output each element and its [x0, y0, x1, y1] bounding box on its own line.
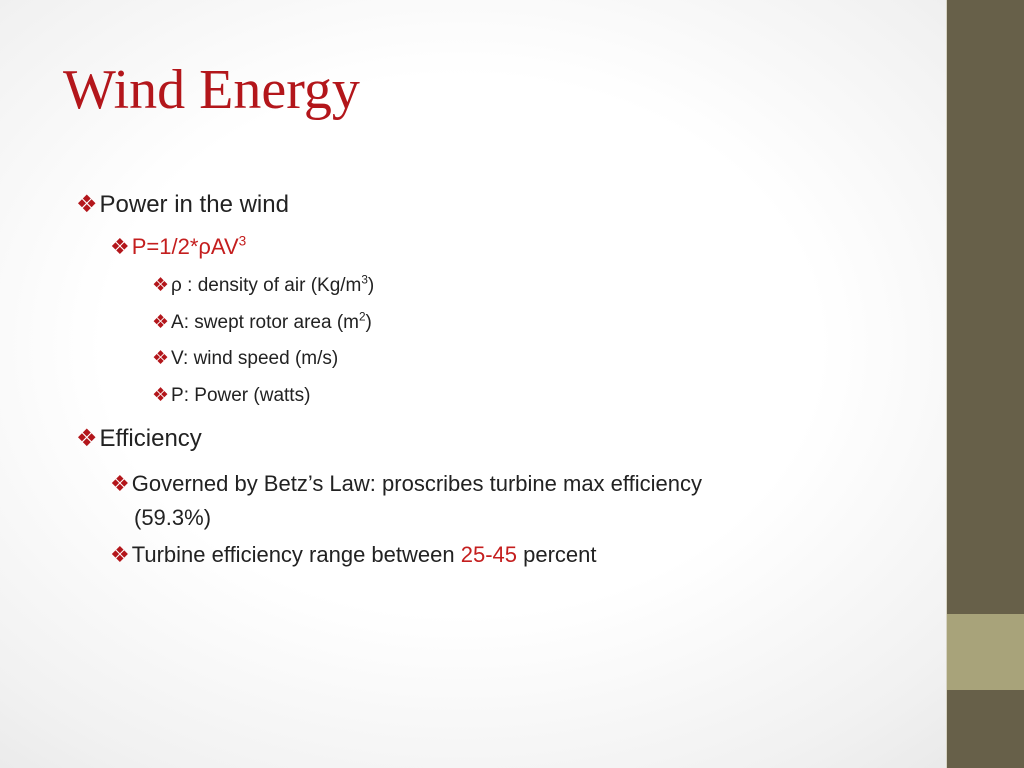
- diamond-bullet-icon: ❖: [110, 234, 130, 259]
- bullet-text: V: wind speed (m/s): [171, 348, 339, 369]
- diamond-bullet-icon: ❖: [152, 385, 170, 406]
- bullet-text-line1: Governed by Betz’s Law: proscribes turbine max efficiency: [131, 471, 702, 496]
- bullet-text: Turbine efficiency range between: [131, 542, 461, 567]
- diamond-bullet-icon: ❖: [76, 425, 98, 452]
- efficiency-range-highlight: 25-45: [460, 542, 517, 567]
- bullet-power-watts: [152, 384, 310, 407]
- bullet-text-end: ): [367, 275, 375, 296]
- bullet-text-end: ): [365, 312, 372, 333]
- bullet-text: P: Power (watts): [171, 385, 311, 406]
- bullet-text: Efficiency: [99, 425, 202, 452]
- unit-exponent: 2: [359, 310, 366, 324]
- bullet-wind-speed: [152, 347, 338, 370]
- bullet-betz-law: [110, 467, 702, 535]
- bullet-swept-area: [152, 311, 372, 334]
- diamond-bullet-icon: ❖: [110, 471, 130, 496]
- bullet-text: Power in the wind: [99, 191, 289, 218]
- diamond-bullet-icon: ❖: [152, 312, 170, 333]
- diamond-bullet-icon: ❖: [152, 348, 170, 369]
- bullet-text-line2: (59.3%): [134, 505, 212, 530]
- diamond-bullet-icon: ❖: [76, 191, 98, 218]
- bullet-power-in-wind: [76, 190, 289, 219]
- diamond-bullet-icon: ❖: [152, 275, 170, 296]
- bullet-density: [152, 274, 374, 297]
- formula-exponent: 3: [238, 233, 247, 249]
- bullet-turbine-efficiency: [110, 542, 597, 568]
- bullet-text: ρ : density of air (Kg/m: [171, 275, 362, 296]
- unit-exponent: 3: [361, 273, 368, 287]
- bullet-efficiency: [76, 424, 202, 453]
- bullet-text-end: percent: [517, 542, 597, 567]
- diamond-bullet-icon: ❖: [110, 542, 130, 567]
- bullet-power-formula: [110, 234, 246, 260]
- bullet-text: A: swept rotor area (m: [171, 312, 359, 333]
- sidebar-accent-block: [947, 614, 1024, 690]
- formula-text: P=1/2*ρAV: [131, 234, 239, 259]
- slide-title: Wind Energy: [63, 59, 360, 121]
